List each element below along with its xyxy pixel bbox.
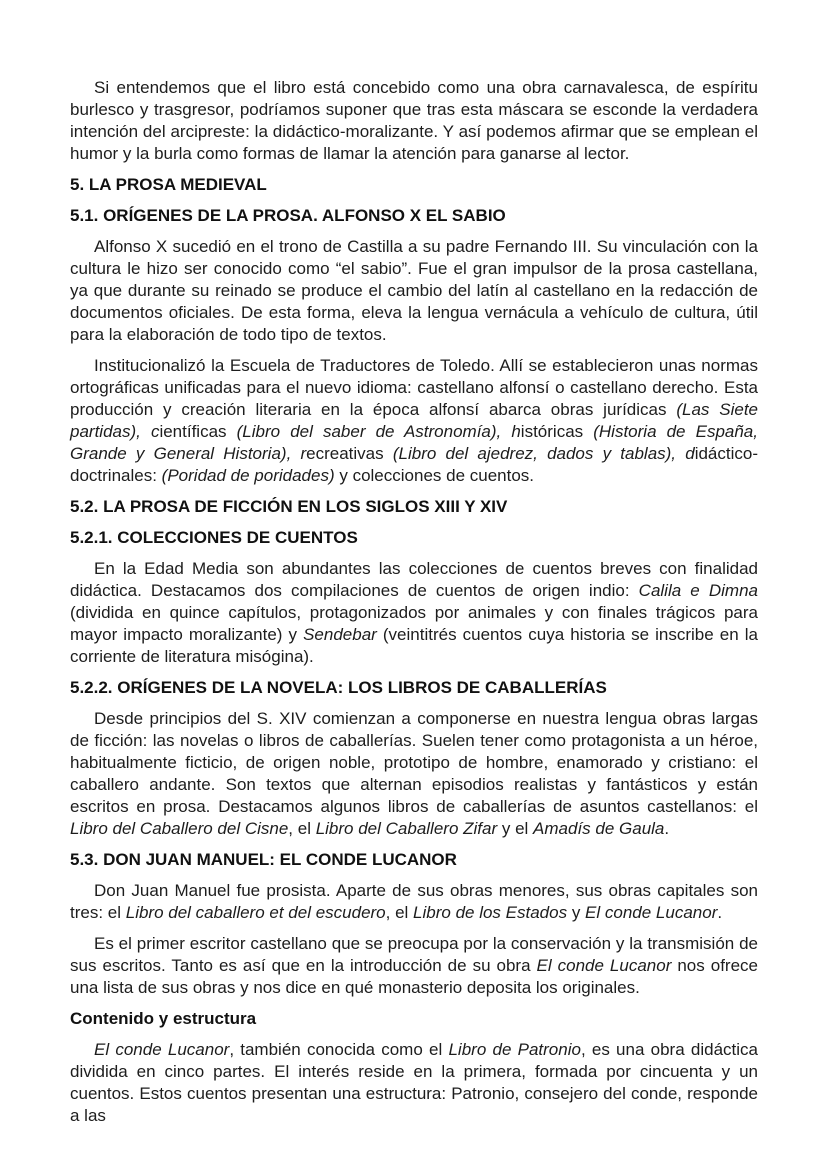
- paragraph-text: (Libro del saber de Astronomía), h: [236, 422, 521, 441]
- paragraph-text: Es el primer escritor castellano que se preocupa por la conservación y la transmisión de sus escritos. Tanto es así que en la introducción de su obra: [70, 934, 758, 975]
- paragraph-text: ientíficas: [159, 422, 237, 441]
- paragraph-text: Institucionalizó la Escuela de Traductores de Toledo. Allí se establecieron unas normas ortográficas unificadas para el nuevo idioma: castellano alfonsí o castellano derecho. Esta producción y creación literaria en la época alfonsí abarca obras jurídicas: [70, 356, 758, 419]
- paragraph-text: y: [567, 903, 586, 922]
- document-body: [70, 77, 758, 1127]
- paragraph-text: ecreativas: [306, 444, 393, 463]
- paragraph-text: istóricas: [520, 422, 594, 441]
- paragraph: [70, 77, 758, 165]
- section-heading: [70, 527, 758, 549]
- paragraph-text: Libro de Patronio: [448, 1040, 581, 1059]
- paragraph-text: .: [717, 903, 723, 922]
- paragraph-text: Libro del caballero et del escudero: [125, 903, 386, 922]
- paragraph-text: y el: [497, 819, 534, 838]
- section-heading: [70, 205, 758, 227]
- paragraph-text: Libro del Caballero Zifar: [315, 819, 498, 838]
- paragraph-text: nos ofrece una lista de sus obras y nos dice en qué monasterio deposita los originales.: [70, 956, 758, 997]
- paragraph-text: Alfonso X sucedió en el trono de Castilla a su padre Fernando III. Su vinculación con la cultura le hizo ser conocido como “el sabio”. Fue el gran impulsor de la prosa castellana, ya que durante su reinado se produce el cambio del latín al castellano en la redacción de documentos oficiales. De esta forma, eleva la lengua vernácula a vehículo de cultura, útil para la elaboración de todo tipo de textos.: [70, 237, 758, 344]
- heading-text: 5.2. LA PROSA DE FICCIÓN EN LOS SIGLOS XIII Y XIV: [70, 497, 508, 516]
- paragraph: [70, 1039, 758, 1127]
- paragraph-text: El conde Lucanor: [536, 956, 672, 975]
- heading-text: 5.1. ORÍGENES DE LA PROSA. ALFONSO X EL SABIO: [70, 206, 506, 225]
- paragraph-text: Libro de los Estados: [413, 903, 568, 922]
- paragraph: [70, 355, 758, 487]
- paragraph-text: , es una obra didáctica dividida en cinco partes. El interés reside en la primera, formada por cincuenta y un cuentos. Estos cuentos presentan una estructura: Patronio, consejero del conde, responde a las: [70, 1040, 758, 1125]
- section-heading: [70, 677, 758, 699]
- section-heading: [70, 1008, 758, 1030]
- paragraph-text: y colecciones de cuentos.: [334, 466, 535, 485]
- heading-text: 5. LA PROSA MEDIEVAL: [70, 175, 267, 194]
- paragraph-text: El conde Lucanor: [94, 1040, 230, 1059]
- paragraph-text: Don Juan Manuel fue prosista. Aparte de sus obras menores, sus obras capitales son tres: el: [70, 881, 758, 922]
- paragraph-text: .: [664, 819, 670, 838]
- paragraph: [70, 708, 758, 840]
- paragraph-text: Desde principios del S. XIV comienzan a componerse en nuestra lengua obras largas de ficción: las novelas o libros de caballerías. Suelen tener como protagonista a un héroe, habitualmente ficticio, de origen noble, prototipo de hombre, enamorado y cristiano: el caballero andante. Son textos que alternan episodios realistas y fantásticos y están escritos en prosa. Destacamos algunos libros de caballerías de asuntos castellanos: el: [70, 709, 758, 816]
- paragraph: [70, 236, 758, 346]
- paragraph: [70, 880, 758, 924]
- paragraph-text: (Historia de España, Grande y General Historia), r: [70, 422, 758, 463]
- section-heading: [70, 174, 758, 196]
- section-heading: [70, 849, 758, 871]
- heading-text: 5.3. DON JUAN MANUEL: EL CONDE LUCANOR: [70, 850, 457, 869]
- paragraph-text: , el: [385, 903, 414, 922]
- paragraph-text: El conde Lucanor: [585, 903, 718, 922]
- paragraph: [70, 933, 758, 999]
- paragraph-text: Libro del Caballero del Cisne: [70, 819, 289, 838]
- paragraph-text: Calila e Dimna: [638, 581, 758, 600]
- paragraph-text: Amadís de Gaula: [533, 819, 665, 838]
- paragraph-text: (dividida en quince capítulos, protagonizados por animales y con finales trágicos para mayor impacto moralizante) y: [70, 603, 758, 644]
- paragraph-text: , también conocida como el: [229, 1040, 449, 1059]
- paragraph-text: (Libro del ajedrez, dados y tablas), d: [392, 444, 695, 463]
- paragraph-text: (Poridad de poridades): [161, 466, 335, 485]
- heading-text: 5.2.1. COLECCIONES DE CUENTOS: [70, 528, 358, 547]
- heading-text: 5.2.2. ORÍGENES DE LA NOVELA: LOS LIBROS DE CABALLERÍAS: [70, 678, 607, 697]
- paragraph-text: Sendebar: [303, 625, 377, 644]
- paragraph-text: (veintitrés cuentos cuya historia se inscribe en la corriente de literatura misógina).: [70, 625, 758, 666]
- paragraph-text: Si entendemos que el libro está concebido como una obra carnavalesca, de espíritu burlesco y trasgresor, podríamos suponer que tras esta máscara se esconde la verdadera intención del arcipreste: la didáctico-moralizante. Y así podemos afirmar que se emplean el humor y la burla como formas de llamar la atención para ganarse al lector.: [70, 78, 758, 163]
- paragraph-text: , el: [288, 819, 316, 838]
- paragraph-text: idáctico-doctrinales:: [70, 444, 758, 485]
- paragraph-text: (Las Siete partidas), c: [70, 400, 759, 441]
- section-heading: [70, 496, 758, 518]
- heading-text: Contenido y estructura: [70, 1009, 257, 1028]
- paragraph-text: En la Edad Media son abundantes las colecciones de cuentos breves con finalidad didáctica. Destacamos dos compilaciones de cuentos de origen indio:: [70, 559, 758, 600]
- paragraph: [70, 558, 758, 668]
